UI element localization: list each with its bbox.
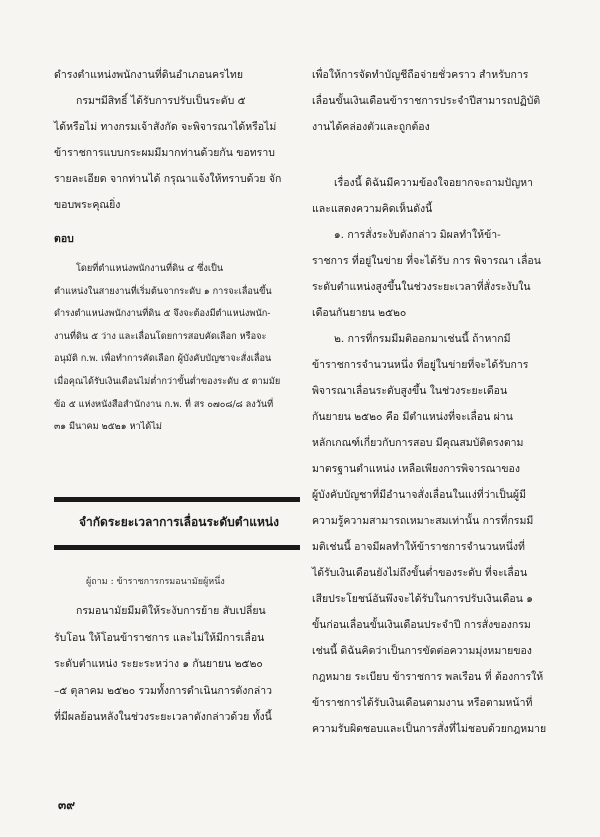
text-line: เพื่อให้การจัดทำบัญชีถือจ่ายชั่วคราว สำหรับการ xyxy=(312,69,529,81)
page-number: ๓๙ xyxy=(58,798,75,812)
text-line: ข้าราชการจำนวนหนึ่ง ที่อยู่ในข่ายที่จะได้รับการ xyxy=(312,359,529,371)
answer-label: ตอบ xyxy=(54,233,74,245)
text-line: พิจารณาเลื่อนระดับสูงขึ้น ในช่วงระยะเดือน xyxy=(312,385,508,397)
text-line: ระดับตำแหน่ง ระยะระหว่าง ๑ กันยายน ๒๕๒๐ xyxy=(54,658,263,671)
answer-line: ข้อ ๕ แห่งหนังสือสำนักงาน ก.พ. ที่ สร ๐๗๐๘/๘ ลงวันที่ xyxy=(54,398,274,410)
byline: ผู้ถาม : ข้าราชการกรมอนามัยผู้หนึ่ง xyxy=(86,577,225,587)
text-line: มาตรฐานตำแหน่ง เหลือเพียงการพิจารณาของ xyxy=(312,463,520,475)
text-line: เลื่อนขั้นเงินเดือนข้าราชการประจำปีสามารถปฏิบัติ xyxy=(312,95,541,107)
text-line: ได้รับเงินเดือนยังไม่ถึงขั้นต่ำของระดับ ที่จะเลื่อน xyxy=(312,567,528,579)
text-line: เดือนกันยายน ๒๕๒๐ xyxy=(312,307,407,319)
article-body xyxy=(54,598,306,731)
text-line: ๒. การที่กรมมีมติออกมาเช่นนี้ ถ้าหากมี xyxy=(334,333,511,345)
answer-line: ๓๑ มีนาคม ๒๕๒๑ หาได้ไม่ xyxy=(54,421,162,433)
answer-line: อนุมัติ ก.พ. เพื่อทำการคัดเลือก ผู้บังคับบัญชาจะสั่งเลื่อน xyxy=(54,353,272,365)
article-heading: จำกัดระยะเวลาการเลื่อนระดับตำแหน่ง xyxy=(79,515,279,529)
text-line: ๑. การสั่งระงับดังกล่าว มิผลทำให้ข้า- xyxy=(334,229,501,241)
text-line: ดำรงตำแหน่งพนักงานที่ดินอำเภอนครไทย xyxy=(54,69,243,81)
text-line: เช่นนี้ ดิฉันคิดว่าเป็นการขัดต่อความมุ่งหมายของ xyxy=(312,645,532,657)
text-line: –๕ ตุลาคม ๒๕๒๐ รวมทั้งการดำเนินการดังกล่าว xyxy=(54,684,272,697)
text-line: เรื่องนี้ ดิฉันมีความข้องใจอยากจะถามปัญหา xyxy=(334,177,533,189)
text-line: ได้หรือไม่ ทางกรมเจ้าสังกัด จะพิจารณาได้หรือไม่ xyxy=(54,121,277,133)
text-line: รายละเอียด จากท่านได้ กรุณาแจ้งให้ทราบด้วย จัก xyxy=(54,173,282,185)
text-line: ความรู้ความสามารถเหมาะสมเท่านั้น การที่กรมมี xyxy=(312,515,534,527)
answer-line: โดยที่ตำแหน่งพนักงานที่ดิน ๔ ซึ่งเป็น xyxy=(76,263,224,274)
text-line: ราชการ ที่อยู่ในข่าย ที่จะได้รับ การ พิจารณา เลื่อน xyxy=(312,255,541,267)
text-line: ขั้นก่อนเลื่อนขั้นเงินเดือนประจำปี การสั่งของกรม xyxy=(312,619,531,631)
text-line: งานได้คล่องตัวและถูกต้อง xyxy=(312,121,430,133)
text-line: ความรับผิดชอบและเป็นการสั่งที่ไม่ชอบด้วยกฎหมาย xyxy=(312,723,547,735)
text-line: เสียประโยชน์อันพึงจะได้รับในการปรับเงินเดือน ๑ xyxy=(312,593,533,605)
text-line: ขอบพระคุณยิ่ง xyxy=(54,199,121,211)
text-line: และแสดงความคิดเห็นดังนี้ xyxy=(312,203,433,215)
section-divider-bottom xyxy=(54,545,300,550)
text-line: กันยายน ๒๕๒๐ คือ มีตำแหน่งที่จะเลื่อน ผ่าน xyxy=(312,411,513,423)
answer-line: ตำแหน่งในสายงานที่เริ่มต้นจากระดับ ๑ การจะเลื่อนขึ้น xyxy=(54,285,272,297)
text-line: รับโอน ให้โอนข้าราชการ และไม่ให้มีการเลื่อน xyxy=(54,631,265,644)
left-column xyxy=(54,62,306,439)
text-line: กรมฯมีสิทธิ์ ได้รับการปรับเป็นระดับ ๕ xyxy=(76,95,246,107)
answer-line: งานที่ดิน ๕ ว่าง และเลื่อนโดยการสอบคัดเลือก หรือจะ xyxy=(54,330,267,342)
text-line: กรมอนามัยมีมติให้ระงับการย้าย สับเปลี่ยน xyxy=(76,605,266,617)
text-line: ที่มีผลย้อนหลังในช่วงระยะเวลาดังกล่าวด้วย ทั้งนี้ xyxy=(54,711,272,724)
section-divider-top xyxy=(54,497,300,502)
answer-line: เมื่อคุณได้รับเงินเดือนไม่ต่ำกว่าขั้นต่ำของระดับ ๕ ตามมัย xyxy=(54,375,281,387)
text-line: ผู้บังคับบัญชาที่มีอำนาจสั่งเลื่อนในแง่ที่ว่าเป็นผู้มี xyxy=(312,489,526,501)
text-line: กฎหมาย ระเบียบ ข้าราชการ พลเรือน ที่ ต้องการให้ xyxy=(312,671,544,683)
text-line: ข้าราชการได้รับเงินเดือนตามงาน หรือตามหน้าที่ xyxy=(312,697,533,709)
text-line: ข้าราชการแบบกระผมมีมากท่านด้วยกัน ขอทราบ xyxy=(54,147,275,159)
answer-line: ดำรงตำแหน่งพนักงานที่ดิน ๕ จึงจะต้องมีตำแหน่งพนัก- xyxy=(54,308,271,320)
text-line: ระดับตำแหน่งสูงขึ้นในช่วงระยะเวลาที่สั่งระงับใน xyxy=(312,281,531,293)
text-line: มติเช่นนี้ อาจมีผลทำให้ข้าราชการจำนวนหนึ่งที่ xyxy=(312,541,525,553)
right-column xyxy=(312,62,568,742)
text-line: หลักเกณฑ์เกี่ยวกับการสอบ มีคุณสมบัติตรงตาม xyxy=(312,437,524,449)
